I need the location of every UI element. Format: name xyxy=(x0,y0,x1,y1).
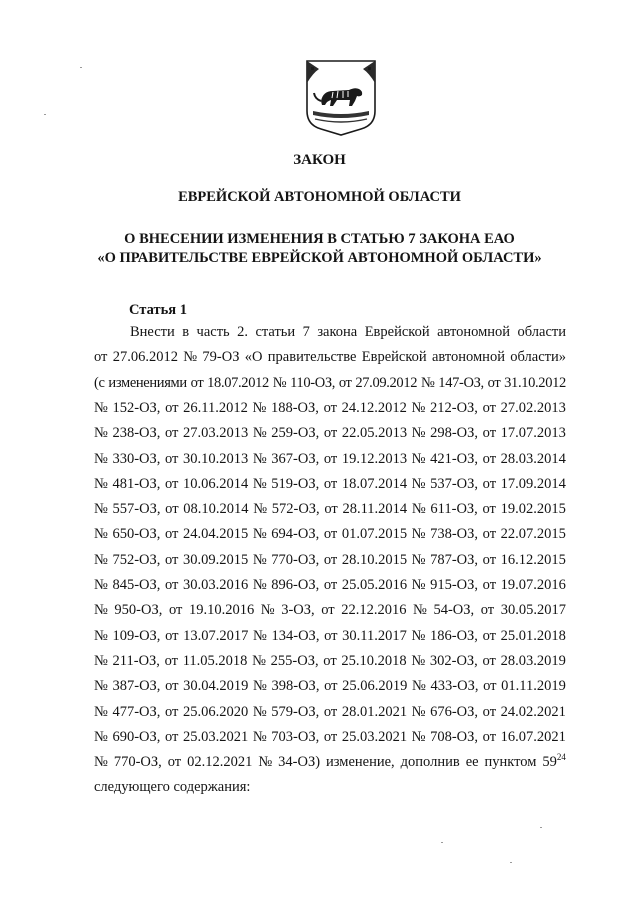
text-word: от xyxy=(164,652,179,669)
article-text-line xyxy=(94,602,566,622)
text-word: 19.02.2015 xyxy=(500,501,566,518)
text-word: 27.02.2013 xyxy=(500,399,566,416)
text-word: 3-ОЗ, xyxy=(281,602,315,619)
text-word: № xyxy=(411,450,426,467)
text-word: 30.11.2017 xyxy=(342,627,407,644)
text-word: № xyxy=(253,501,268,518)
text-word: 152-ОЗ, xyxy=(112,399,161,416)
text-word: от xyxy=(323,450,338,467)
text-word: ее xyxy=(465,754,479,771)
text-word: 845-ОЗ, xyxy=(112,577,161,593)
text-word: № xyxy=(252,475,267,492)
text-word: от xyxy=(164,728,179,745)
text-word: 19.12.2013 xyxy=(341,450,408,467)
text-word: 481-ОЗ, xyxy=(112,475,161,492)
text-word: № xyxy=(94,678,108,695)
text-word: 186-ОЗ, xyxy=(429,627,478,644)
text-word: от xyxy=(482,728,497,745)
text-word: № xyxy=(252,577,267,593)
text-word: от xyxy=(323,425,338,442)
text-word: в xyxy=(182,324,190,340)
text-word: от xyxy=(323,652,337,669)
text-word: от xyxy=(482,577,497,593)
text-word: 398-ОЗ, xyxy=(271,678,320,695)
text-word: 134-ОЗ, xyxy=(271,627,320,644)
text-word: от xyxy=(482,627,496,644)
text-word: № xyxy=(94,577,108,593)
text-word: 25.03.2021 xyxy=(341,728,408,745)
text-word: от xyxy=(321,602,335,619)
text-word: от xyxy=(324,501,338,518)
article-text-line xyxy=(94,653,566,673)
text-word: 147-ОЗ, xyxy=(438,374,484,391)
text-word: № xyxy=(411,526,426,543)
text-word: изменение, xyxy=(326,754,395,771)
text-word: от xyxy=(165,627,179,644)
article-text-line xyxy=(94,400,566,420)
text-word: правительстве xyxy=(267,349,357,366)
text-word: часть xyxy=(196,324,230,340)
text-word: 13.07.2017 xyxy=(183,627,249,644)
text-word: 11.05.2018 xyxy=(182,652,248,669)
text-word: 694-ОЗ, xyxy=(271,526,320,543)
text-word: 787-ОЗ, xyxy=(430,551,479,568)
text-word: 79-ОЗ xyxy=(202,349,240,366)
text-word: № xyxy=(94,602,108,619)
text-word: от xyxy=(323,551,338,568)
text-word: от xyxy=(323,475,338,492)
text-word: от xyxy=(482,450,497,467)
text-word: № xyxy=(94,425,108,442)
text-word: 10.06.2014 xyxy=(182,475,249,492)
text-word: № xyxy=(183,349,198,366)
text-word: от xyxy=(323,399,337,416)
text-word: от xyxy=(480,602,495,619)
text-word: от xyxy=(164,703,179,720)
text-word: № xyxy=(94,501,108,518)
text-word: 738-ОЗ, xyxy=(430,526,479,543)
text-word: (с xyxy=(94,374,105,391)
text-word: № xyxy=(252,425,267,442)
text-word: № xyxy=(253,678,267,695)
article-text-line xyxy=(94,476,566,496)
text-word: от xyxy=(164,475,179,492)
text-word: № xyxy=(411,399,426,416)
text-word: № xyxy=(252,551,267,568)
text-word: 19.10.2016 xyxy=(188,602,255,619)
text-word: 25.10.2018 xyxy=(341,652,407,669)
text-word: 01.11.2019 xyxy=(501,678,566,695)
text-word: № xyxy=(94,754,108,771)
text-word: 22.07.2015 xyxy=(500,526,566,543)
text-word: от xyxy=(482,652,496,669)
text-word: № xyxy=(252,728,267,745)
text-word: 22.12.2016 xyxy=(341,602,407,619)
law-title: ЗАКОН xyxy=(293,152,346,168)
text-word: 27.03.2013 xyxy=(182,425,249,442)
text-word: № xyxy=(94,450,108,467)
text-word: 2. xyxy=(237,324,248,340)
text-word: пунктом xyxy=(484,754,537,771)
text-word: № xyxy=(258,754,273,771)
text-word: от xyxy=(164,450,179,467)
text-word: от xyxy=(323,728,338,745)
text-word: от xyxy=(324,627,338,644)
text-word: 703-ОЗ, xyxy=(271,728,320,745)
text-word: 24.12.2012 xyxy=(341,399,407,416)
text-word: 611-ОЗ, xyxy=(430,501,478,518)
text-word: 896-ОЗ, xyxy=(271,577,320,593)
text-word: от xyxy=(487,374,501,391)
text-word: 30.04.2019 xyxy=(183,678,249,695)
text-word: 676-ОЗ, xyxy=(430,703,479,720)
text-word: 259-ОЗ, xyxy=(271,425,320,442)
article-text-line xyxy=(94,375,566,395)
text-word: № xyxy=(252,450,267,467)
text-word: от xyxy=(164,551,179,568)
text-word: № xyxy=(252,526,267,543)
text-word: от xyxy=(482,526,497,543)
article-text-line xyxy=(94,577,566,597)
text-word: 557-ОЗ, xyxy=(112,501,161,518)
text-word: от xyxy=(165,501,179,518)
text-word: 302-ОЗ, xyxy=(429,652,478,669)
text-word: 752-ОЗ, xyxy=(112,551,161,568)
text-word: № xyxy=(411,703,426,720)
text-word: автономной xyxy=(431,349,505,366)
text-word: 31.10.2012 xyxy=(504,374,566,391)
text-word: 421-ОЗ, xyxy=(430,450,479,467)
tiger-coat-of-arms-icon xyxy=(303,59,379,137)
text-word: 02.12.2021 xyxy=(187,754,253,771)
law-subject-line-2: «О ПРАВИТЕЛЬСТВЕ ЕВРЕЙСКОЙ АВТОНОМНОЙ ОБЛАСТИ» xyxy=(97,250,542,266)
text-word: от xyxy=(168,602,183,619)
law-subject-line-1: О ВНЕСЕНИИ ИЗМЕНЕНИЯ В СТАТЬЮ 7 ЗАКОНА ЕАО xyxy=(124,231,515,247)
text-word: 30.09.2015 xyxy=(182,551,249,568)
article-text-line xyxy=(94,324,566,344)
law-region: ЕВРЕЙСКОЙ АВТОНОМНОЙ ОБЛАСТИ xyxy=(178,189,461,205)
text-word: 18.07.2014 xyxy=(341,475,408,492)
text-word: 30.05.2017 xyxy=(500,602,566,619)
text-word: 770-ОЗ, xyxy=(113,754,162,771)
text-word: 572-ОЗ, xyxy=(271,501,320,518)
text-word: 27.06.2012 xyxy=(112,349,178,366)
text-word: закона xyxy=(317,324,358,340)
text-word: от xyxy=(323,703,338,720)
text-word: от xyxy=(165,399,179,416)
text-word: 19.07.2016 xyxy=(500,577,566,593)
text-word: от xyxy=(94,349,108,366)
text-word: от xyxy=(482,501,496,518)
text-word: от xyxy=(482,551,497,568)
text-word: от xyxy=(323,526,338,543)
text-word: № xyxy=(411,475,426,492)
text-word: от xyxy=(482,475,497,492)
article-text-line xyxy=(94,349,566,369)
text-word: 18.07.2012 xyxy=(207,374,269,391)
text-word: № xyxy=(94,703,108,720)
text-word: 54-ОЗ, xyxy=(433,602,475,619)
text-word: 708-ОЗ, xyxy=(430,728,479,745)
text-word: «О xyxy=(244,349,263,366)
text-word: 188-ОЗ, xyxy=(270,399,319,416)
text-word: от xyxy=(482,703,497,720)
text-word: 915-ОЗ, xyxy=(430,577,479,593)
text-word: 537-ОЗ, xyxy=(430,475,479,492)
text-word: 24.02.2021 xyxy=(500,703,566,720)
text-word: 22.05.2013 xyxy=(341,425,408,442)
text-word: № xyxy=(94,526,108,543)
superscript-number: 24 xyxy=(556,752,566,763)
article-text-line xyxy=(94,552,566,572)
text-word: 298-ОЗ, xyxy=(430,425,479,442)
text-word: № xyxy=(94,652,108,669)
text-word: 690-ОЗ, xyxy=(112,728,161,745)
text-word: 24.04.2015 xyxy=(182,526,249,543)
text-word: 30.10.2013 xyxy=(182,450,249,467)
text-word: № xyxy=(252,399,267,416)
text-word: № xyxy=(411,501,426,518)
text-word: № xyxy=(411,728,426,745)
text-word: изменениями xyxy=(108,374,187,391)
text-word: Еврейской xyxy=(364,324,430,340)
text-word: 25.01.2018 xyxy=(500,627,566,644)
text-word: статьи xyxy=(255,324,296,340)
text-word: от xyxy=(338,374,352,391)
text-word: 59 xyxy=(542,754,557,771)
text-word: № xyxy=(94,475,108,492)
text-word: № xyxy=(94,551,108,568)
text-word: № xyxy=(94,627,108,644)
text-word: Еврейской xyxy=(361,349,427,366)
text-word: 433-ОЗ, xyxy=(430,678,479,695)
text-word: № xyxy=(253,627,267,644)
text-word: № xyxy=(411,577,426,593)
text-word: от xyxy=(165,678,179,695)
text-word: 579-ОЗ, xyxy=(271,703,320,720)
text-word: 26.11.2012 xyxy=(183,399,248,416)
text-word: 211-ОЗ, xyxy=(112,652,160,669)
text-word: № xyxy=(411,652,426,669)
text-word: от xyxy=(190,374,204,391)
text-word: № xyxy=(94,728,108,745)
text-word: 34-ОЗ) xyxy=(278,754,321,771)
text-word: от xyxy=(483,678,497,695)
text-word: области» xyxy=(510,349,566,366)
article-text-line xyxy=(94,704,566,724)
text-word: 16.07.2021 xyxy=(500,728,566,745)
article-text-line xyxy=(94,451,566,471)
text-word: от xyxy=(164,526,179,543)
text-word: Внести xyxy=(130,324,175,340)
article-text-line xyxy=(94,628,566,648)
text-word: от xyxy=(482,425,497,442)
text-word: 08.10.2014 xyxy=(183,501,249,518)
text-word: 30.03.2016 xyxy=(182,577,249,593)
text-word: 28.10.2015 xyxy=(341,551,408,568)
text-word: № xyxy=(260,602,275,619)
article-text-line xyxy=(94,678,566,698)
text-word: 212-ОЗ, xyxy=(429,399,478,416)
text-word: 950-ОЗ, xyxy=(114,602,163,619)
text-word: от xyxy=(164,577,179,593)
text-word: 17.09.2014 xyxy=(500,475,566,492)
article-text-line xyxy=(94,425,566,445)
text-word: 25.03.2021 xyxy=(182,728,249,745)
text-word: 17.07.2013 xyxy=(500,425,566,442)
text-word: 110-ОЗ, xyxy=(290,374,336,391)
text-word: от xyxy=(167,754,182,771)
article-text-line xyxy=(94,754,566,774)
article-heading: Статья 1 xyxy=(129,302,187,318)
text-word: № xyxy=(94,399,108,416)
article-text-line xyxy=(94,729,566,749)
text-word: 28.03.2019 xyxy=(500,652,566,669)
text-word: 16.12.2015 xyxy=(500,551,566,568)
text-word: 28.03.2014 xyxy=(500,450,566,467)
text-word: области xyxy=(517,324,566,340)
text-word: 330-ОЗ, xyxy=(112,450,161,467)
text-word: 28.01.2021 xyxy=(341,703,408,720)
text-word: дополнив xyxy=(400,754,460,771)
text-word: 238-ОЗ, xyxy=(112,425,161,442)
text-word: № xyxy=(413,602,427,619)
text-word: автономной xyxy=(437,324,511,340)
text-word: 25.06.2019 xyxy=(342,678,408,695)
text-word: № xyxy=(252,652,266,669)
text-word: 650-ОЗ, xyxy=(112,526,161,543)
text-word: 25.06.2020 xyxy=(182,703,249,720)
text-word: № xyxy=(272,374,287,391)
text-word: 25.05.2016 xyxy=(341,577,408,593)
text-word: 367-ОЗ, xyxy=(271,450,320,467)
text-word: 519-ОЗ, xyxy=(271,475,320,492)
text-word: 387-ОЗ, xyxy=(112,678,161,695)
text-word: 01.07.2015 xyxy=(341,526,408,543)
text-word: от xyxy=(164,425,179,442)
text-word: 109-ОЗ, xyxy=(112,627,161,644)
text-word: от xyxy=(482,399,496,416)
text-word: 255-ОЗ, xyxy=(270,652,319,669)
text-word: 7 xyxy=(302,324,310,340)
point-number xyxy=(542,754,566,774)
text-word: от xyxy=(324,678,338,695)
article-last-line: следующего содержания: xyxy=(94,779,251,796)
text-word: 27.09.2012 xyxy=(355,374,418,391)
article-text-line xyxy=(94,526,566,546)
text-word: № xyxy=(420,374,435,391)
article-text-line xyxy=(94,501,566,521)
text-word: от xyxy=(323,577,338,593)
text-word: № xyxy=(411,425,426,442)
text-word: № xyxy=(252,703,267,720)
text-word: № xyxy=(411,627,426,644)
text-word: 477-ОЗ, xyxy=(112,703,161,720)
text-word: № xyxy=(412,678,426,695)
text-word: 28.11.2014 xyxy=(342,501,408,518)
text-word: № xyxy=(411,551,426,568)
text-word: 770-ОЗ, xyxy=(271,551,320,568)
